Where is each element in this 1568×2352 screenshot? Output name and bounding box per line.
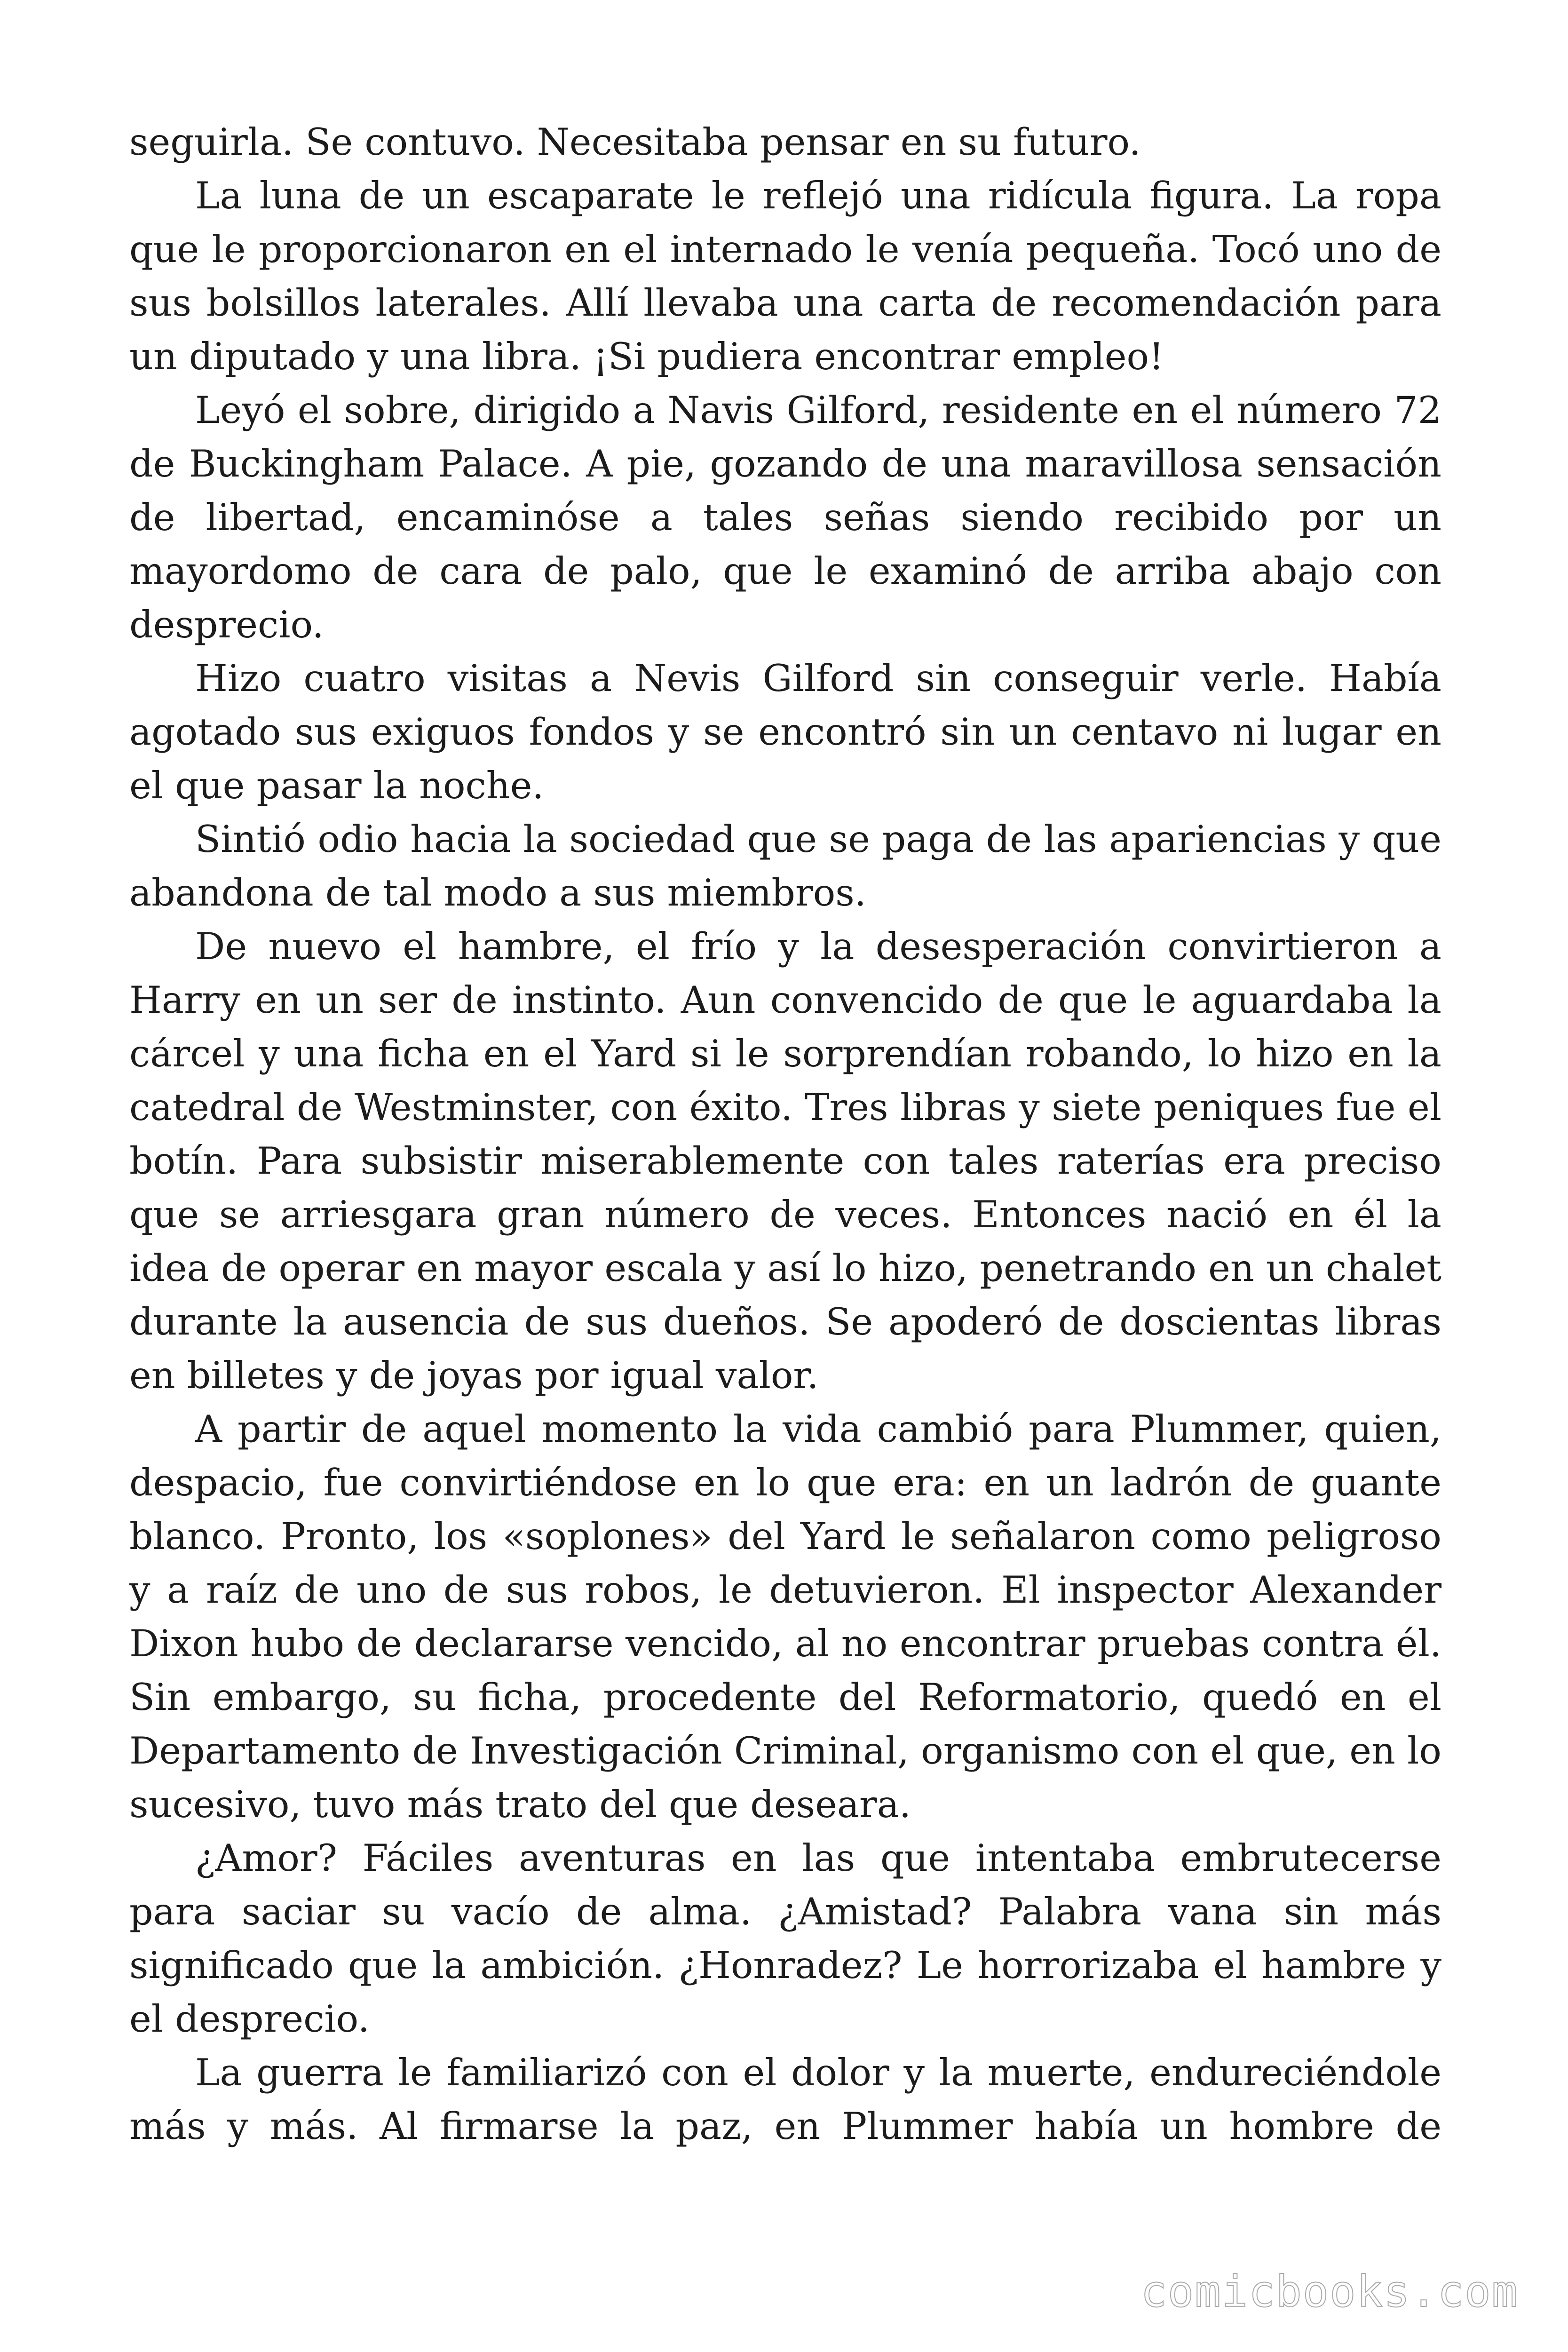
paragraph: La luna de un escaparate le reflejó una ridícula figura. La ropa que le proporcionaron en el internado le venía pequeña. Tocó uno de sus bolsillos laterales. Allí llevaba una carta de recomendación para un diputado y una libra. ¡Si pudiera encontrar empleo! [129,174,1441,378]
paragraph: Hizo cuatro visitas a Nevis Gilford sin conseguir verle. Había agotado sus exiguos fondos y se encontró sin un centavo ni lugar en el que pasar la noche. [129,657,1441,807]
paragraph: De nuevo el hambre, el frío y la desesperación convirtieron a Harry en un ser de instinto. Aun convencido de que le aguardaba la cárcel y una ficha en el Yard si le sorprendían robando, lo hizo en la catedral de Westminster, con éxito. Tres libras y siete peniques fue el botín. Para subsistir miserablemente con tales raterías era preciso que se arriesgara gran número de veces. Entonces nació en él la idea de operar en mayor escala y así lo hizo, penetrando en un chalet durante la ausencia de sus dueños. Se apoderó de doscientas libras en billetes y de joyas por igual valor. [129,925,1441,1397]
paragraph: La guerra le familiarizó con el dolor y la muerte, endureciéndole más y más. Al firmarse la paz, en Plummer había un hombre de [129,2051,1441,2148]
body-text [129,115,1441,2153]
paragraph: A partir de aquel momento la vida cambió para Plummer, quien, despacio, fue convirtiéndose en lo que era: en un ladrón de guante blanco. Pronto, los «soplones» del Yard le señalaron como peligroso y a raíz de uno de sus robos, le detuvieron. El inspector Alexander Dixon hubo de declararse vencido, al no encontrar pruebas contra él. Sin embargo, su ficha, procedente del Reformatorio, quedó en el Departamento de Investigación Criminal, organismo con el que, en lo sucesivo, tuvo más trato del que deseara. [129,1407,1441,1826]
watermark: comicbooks.com [1140,2266,1519,2317]
paragraph: seguirla. Se contuvo. Necesitaba pensar en su futuro. [129,120,1141,164]
paragraph: Sintió odio hacia la sociedad que se paga de las apariencias y que abandona de tal modo a sus miembros. [129,818,1441,914]
paragraph: Leyó el sobre, dirigido a Navis Gilford, residente en el número 72 de Buckingham Palace. A pie, gozando de una maravillosa sensación de libertad, encaminóse a tales señas siendo recibido por un mayordomo de cara de palo, que le examinó de arriba abajo con desprecio. [129,389,1441,646]
paragraph: ¿Amor? Fáciles aventuras en las que intentaba embrutecerse para saciar su vacío de alma. ¿Amistad? Palabra vana sin más significado que la ambición. ¿Honradez? Le horrorizaba el hambre y el desprecio. [129,1836,1441,2041]
